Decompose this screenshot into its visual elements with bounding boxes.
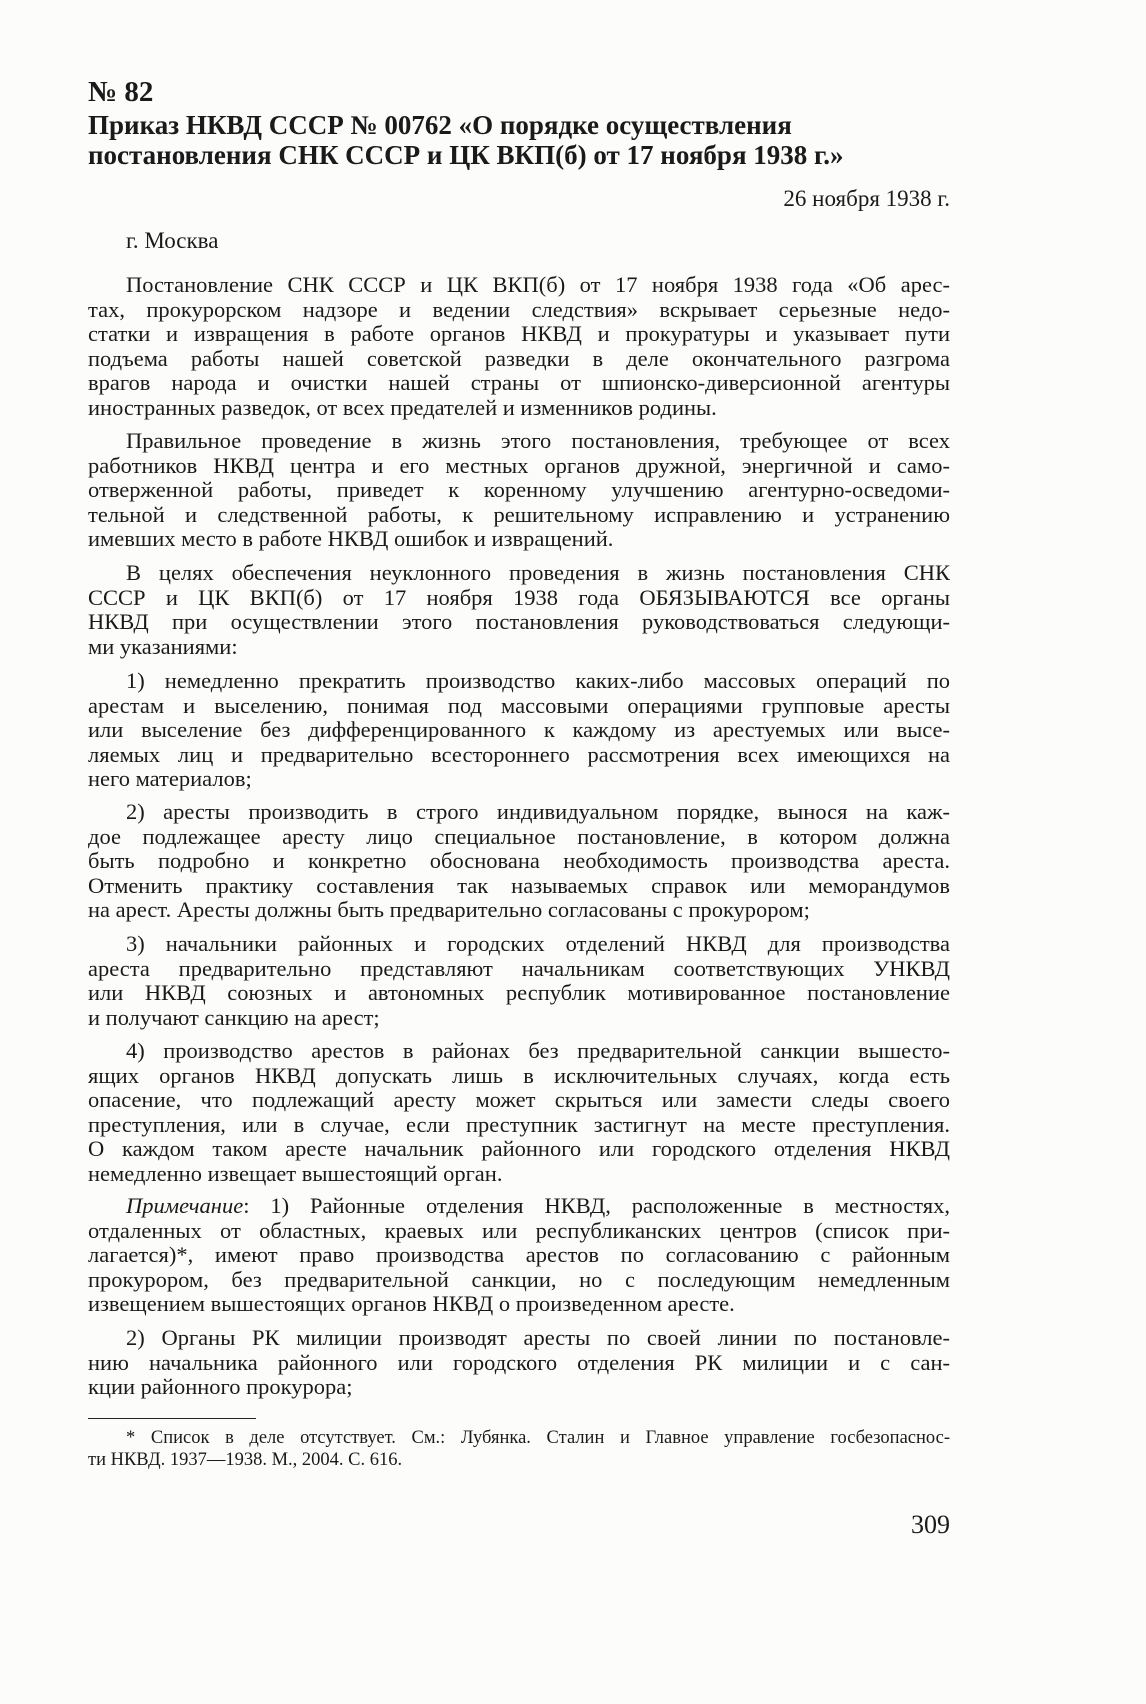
text-line: Постановление СНК СССР и ЦК ВКП(б) от 17 ноября 1938 года «Об арес- [126, 272, 950, 297]
text-line: 4) производство арестов в районах без предварительной санкции вышесто- [126, 1038, 950, 1063]
text-line: нию начальника районного или городского отделения РК милиции и с сан- [88, 1349, 950, 1375]
paragraph [88, 561, 950, 659]
text-line: лагается)*, имеют право производства арестов по согласованию с районным [88, 1242, 950, 1268]
footnote-divider [88, 1418, 256, 1419]
footnote-line: * Список в деле отсутствует. См.: Лубянка. Сталин и Главное управление госбезопаснос- [126, 1428, 950, 1448]
footnote-line: ти НКВД. 1937—1938. М., 2004. С. 616. [88, 1450, 403, 1470]
text-line: 2) аресты производить в строго индивидуальном порядке, вынося на каж- [126, 799, 950, 824]
paragraph [88, 429, 950, 552]
text-line: и получают санкцию на арест; [88, 1004, 380, 1030]
text-line: отдаленных от областных, краевых или республиканских центров (список при- [88, 1217, 950, 1243]
document-city: г. Москва [126, 228, 219, 253]
text-line: имевших место в работе НКВД ошибок и извращений. [88, 526, 614, 552]
text-line: преступления, или в случае, если преступник застигнут на месте преступления. [88, 1111, 950, 1137]
document-number: № 82 [88, 76, 154, 108]
text-line: быть подробно и конкретно обоснована необходимость производства ареста. [88, 848, 950, 874]
note-label: Примечание [126, 1193, 244, 1218]
text-line: опасение, что подлежащий аресту может скрыться или замести следы своего [88, 1087, 950, 1113]
paragraph [88, 273, 950, 421]
text-line: иностранных разведок, от всех предателей и изменников родины. [88, 394, 717, 420]
paragraph [88, 1326, 950, 1400]
document-title [88, 110, 844, 170]
text-line: 1) немедленно прекратить производство каких-либо массовых операций по [126, 668, 950, 693]
text-line: извещением вышестоящих органов НКВД о произведенном аресте. [88, 1291, 735, 1317]
text-line: подъема работы нашей советской разведки в деле окончательного разгрома [88, 345, 950, 371]
text-line: или НКВД союзных и автономных республик мотивированное постановление [88, 980, 950, 1006]
text-line: статки и извращения в работе органов НКВД и прокуратуры и указывает пути [88, 321, 950, 347]
text-line: Отменить практику составления так называемых справок или меморандумов [88, 872, 950, 898]
paragraph [88, 669, 950, 792]
text-line [88, 1194, 950, 1219]
document-date: 26 ноября 1938 г. [783, 186, 950, 211]
text-line: ляемых лиц и предварительно всестороннего рассмотрения всех имеющихся на [88, 741, 950, 767]
note-text: : 1) Районные отделения НКВД, расположенные в местностях, [243, 1193, 950, 1218]
text-line: арестам и выселению, понимая под массовыми операциями групповые аресты [88, 692, 950, 718]
paragraph [88, 1194, 950, 1317]
paragraph [88, 800, 950, 923]
text-line: кции районного прокурора; [88, 1374, 353, 1400]
title-line: Приказ НКВД СССР № 00762 «О порядке осуществления [88, 110, 792, 140]
text-line: Правильное проведение в жизнь этого постановления, требующее от всех [126, 428, 950, 453]
paragraph [88, 1039, 950, 1187]
text-line: работников НКВД центра и его местных органов дружной, энергичной и само- [88, 452, 950, 478]
text-line: дое подлежащее аресту лицо специальное постановление, в котором должна [88, 823, 950, 849]
text-line: тах, прокурорском надзоре и ведении следствия» вскрывает серьезные недо- [88, 296, 950, 322]
paragraph [88, 932, 950, 1030]
text-line: ми указаниями: [88, 633, 238, 659]
text-line: 2) Органы РК милиции производят аресты по своей линии по постановле- [126, 1325, 950, 1350]
title-line: постановления СНК СССР и ЦК ВКП(б) от 17 ноября 1938 г.» [88, 140, 844, 170]
text-line: ареста предварительно представляют начальникам соответствующих УНКВД [88, 955, 950, 981]
text-line: О каждом таком аресте начальник районного или городского отделения НКВД [88, 1136, 950, 1162]
text-line: отверженной работы, приведет к коренному улучшению агентурно-осведоми- [88, 477, 950, 503]
text-line: немедленно извещает вышестоящий орган. [88, 1160, 503, 1186]
text-line: или выселение без дифференцированного к каждому из арестуемых или высе- [88, 717, 950, 743]
text-line: 3) начальники районных и городских отделений НКВД для производства [126, 931, 950, 956]
footnote [88, 1427, 950, 1471]
text-line: прокурором, без предварительной санкции, но с последующим немедленным [88, 1266, 950, 1292]
text-line: врагов народа и очистки нашей страны от шпионско-диверсионной агентуры [88, 370, 950, 396]
page-number: 309 [911, 1510, 950, 1539]
text-line: него материалов; [88, 766, 252, 792]
text-line: В целях обеспечения неуклонного проведения в жизнь постановления СНК [126, 560, 950, 585]
text-line: тельной и следственной работы, к решительному исправлению и устранению [88, 501, 950, 527]
text-line: НКВД при осуществлении этого постановления руководствоваться следующи- [88, 609, 950, 635]
text-line: ящих органов НКВД допускать лишь в исключительных случаях, когда есть [88, 1062, 950, 1088]
text-line: СССР и ЦК ВКП(б) от 17 ноября 1938 года ОБЯЗЫВАЮТСЯ все органы [88, 584, 950, 610]
text-line: на арест. Аресты должны быть предварительно согласованы с прокурором; [88, 897, 810, 923]
